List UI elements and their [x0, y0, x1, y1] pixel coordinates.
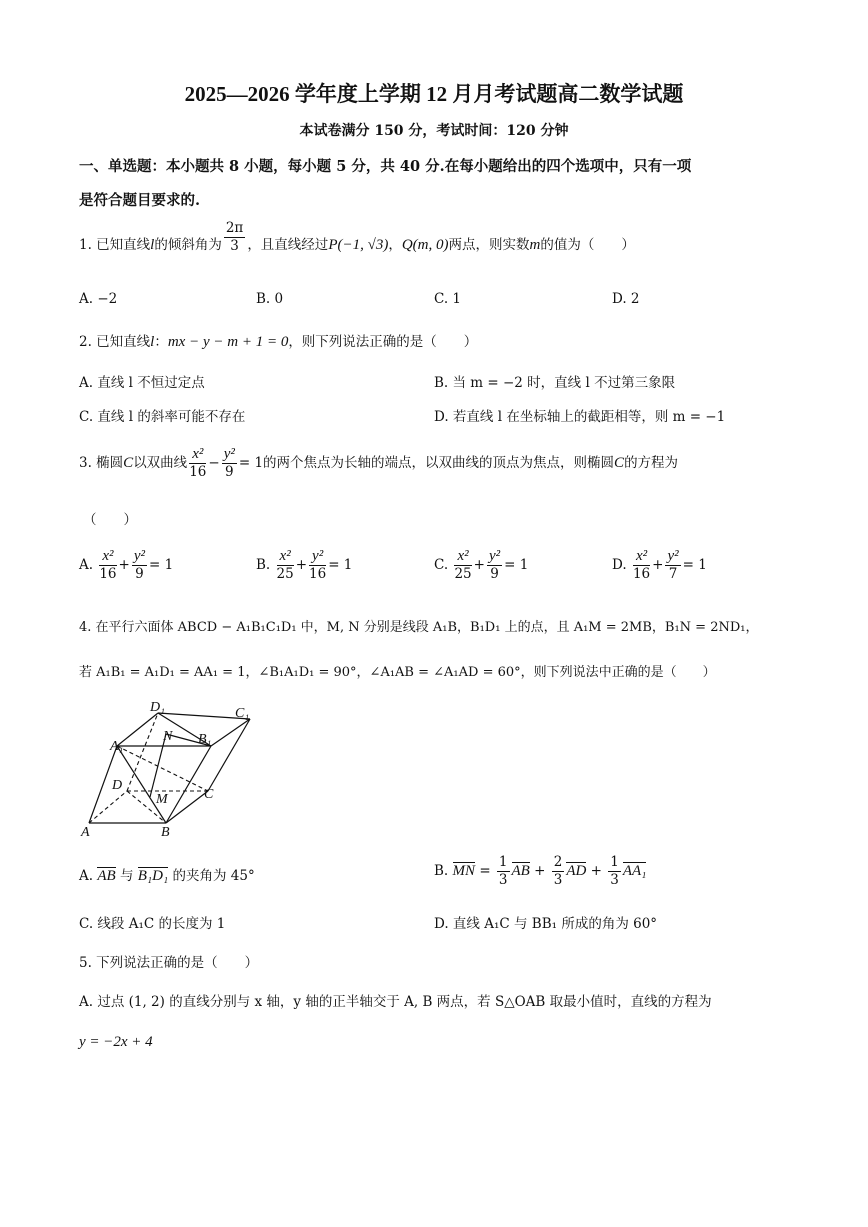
- q1-point-p: P(−1, √3): [328, 237, 389, 253]
- edge-c-c1: [208, 719, 250, 791]
- label-c: C: [204, 787, 214, 802]
- label-c1: C₁: [235, 706, 250, 721]
- label-d1: D₁: [150, 700, 165, 715]
- q4-option-b: B. MN = $\frac{1}{3}$ AB + $\frac{2}{3}$ AD + $\frac{1}{3}$ AA₁: [434, 854, 647, 888]
- edge-b-c: [166, 791, 208, 823]
- section-heading-line2: 是符合题目要求的.: [79, 192, 201, 209]
- q1-option-b: B. 0: [256, 291, 284, 307]
- edge-b1-c1: [211, 719, 250, 746]
- q3-option-b: B. $\frac{\text{x²}}{25}$ + $\frac{\text{y²}}{16}$ = 1: [256, 548, 353, 582]
- q3-option-c: C. $\frac{\text{x²}}{25}$ + $\frac{\text{y²}}{9}$ = 1: [434, 548, 529, 582]
- q5-option-a-line1: A. 过点 (1, 2) 的直线分别与 x 轴，y 轴的正半轴交于 A, B 两点，若 S△OAB 取最小值时，直线的方程为: [79, 994, 712, 1010]
- q4-option-d: D. 直线 A₁C 与 BB₁ 所成的角为 60°: [434, 916, 658, 932]
- label-a1: A₁: [110, 739, 124, 754]
- q3-fraction-x: $\frac{\text{x²}}{16}$: [189, 446, 207, 480]
- q2-option-b: B. 当 m = −2 时，直线 l 不过第三象限: [434, 375, 676, 391]
- q3-option-a: A. $\frac{\text{x²}}{16}$ + $\frac{\text{y²}}{9}$ = 1: [79, 548, 174, 582]
- q3-answer-paren: （ ）: [83, 512, 137, 528]
- q2-option-c: C. 直线 l 的斜率可能不存在: [79, 409, 246, 425]
- label-b1: B₁: [198, 732, 212, 747]
- label-m: M: [156, 792, 168, 807]
- vector-ab: AB: [97, 868, 116, 884]
- exam-info: 本试卷满分 150 分，考试时间：120 分钟: [299, 123, 569, 139]
- q1-text-a: 的倾斜角为: [154, 237, 222, 253]
- page-title: 2025—2026 学年度上学期 12 月月考试题高二数学试题: [184, 82, 684, 106]
- q2-option-d: D. 若直线 l 在坐标轴上的截距相等，则 m = −1: [434, 409, 726, 425]
- label-d: D: [112, 778, 123, 793]
- label-n: N: [163, 729, 173, 744]
- q1-option-c: C. 1: [434, 291, 462, 307]
- q1-option-a: A. −2: [79, 291, 118, 307]
- q1-angle-fraction: $\frac{2\pi}{3}$: [225, 220, 244, 254]
- edge-b-b1: [166, 746, 211, 823]
- q3-option-d: D. $\frac{\text{x²}}{16}$ + $\frac{\text{y²}}{7}$ = 1: [612, 548, 707, 582]
- vector-mn: MN: [452, 863, 476, 879]
- question-4-line2: 若 A₁B₁ = A₁D₁ = AA₁ = 1，∠B₁A₁D₁ = 90°，∠A₁AB = ∠A₁AD = 60°，则下列说法中正确的是（ ）: [79, 665, 716, 680]
- label-b: B: [161, 825, 170, 840]
- segment-a1-b: [117, 746, 166, 823]
- parallelepiped-figure: [70, 695, 270, 845]
- hidden-edge-d-d1: [127, 713, 158, 791]
- q1-point-q: Q(m, 0): [401, 237, 449, 253]
- section-heading-line1: 一、单选题：本小题共 8 小题，每小题 5 分，共 40 分.在每小题给出的四个选项中，只有一项: [79, 158, 692, 175]
- q4-option-c: C. 线段 A₁C 的长度为 1: [79, 916, 226, 932]
- vector-b1d1: B₁D₁: [137, 868, 169, 884]
- q1-option-d: D. 2: [612, 291, 640, 307]
- question-2-stem: 2. 已知直线l：mx − y − m + 1 = 0，则下列说法正确的是（ ）: [79, 334, 478, 350]
- q3-fraction-y: $\frac{\text{y²}}{9}$: [223, 446, 235, 480]
- question-4-line1: 4. 在平行六面体 ABCD − A₁B₁C₁D₁ 中，M, N 分别是线段 A₁B，B₁D₁ 上的点，且 A₁M = 2MB，B₁N = 2ND₁，: [79, 620, 759, 635]
- q2-equation: mx − y − m + 1 = 0: [167, 334, 289, 350]
- q2-option-a: A. 直线 l 不恒过定点: [79, 375, 205, 391]
- q1-prefix: 1. 已知直线: [79, 237, 151, 253]
- q5-option-a-line2: y = −2x + 4: [79, 1034, 153, 1050]
- question-5-stem: 5. 下列说法正确的是（ ）: [79, 955, 259, 971]
- question-3-stem: 3. 椭圆C以双曲线 $\frac{\text{x²}}{16}$ − $\frac{\text{y²}}{9}$ = 1的两个焦点为长轴的端点，以双曲线的顶点为焦点，则椭圆C的方程为: [79, 446, 679, 480]
- q4-option-a: A. AB 与 B₁D₁ 的夹角为 45°: [79, 868, 255, 884]
- q1-text-b: ，且直线经过: [247, 237, 329, 253]
- q1-line-symbol: l: [150, 237, 155, 253]
- question-1-stem: 1. 已知直线l的倾斜角为 $\frac{2\pi}{3}$ ，且直线经过P(−1, √3)，Q(m, 0)两点，则实数m的值为（ ）: [79, 220, 635, 254]
- label-a: A: [81, 825, 90, 840]
